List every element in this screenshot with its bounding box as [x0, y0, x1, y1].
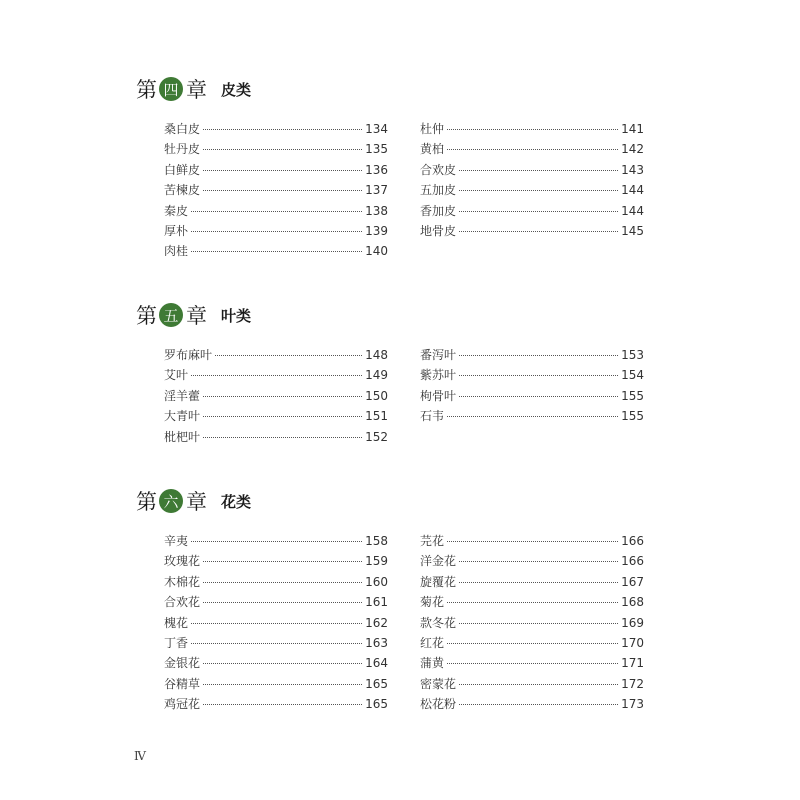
toc-entry-name: 石韦	[420, 409, 445, 424]
toc-entry-name: 紫苏叶	[420, 368, 457, 383]
toc-entry[interactable]	[164, 695, 388, 715]
dot-leader	[459, 704, 618, 705]
toc-entry-name: 香加皮	[420, 203, 457, 218]
chapter-suffix: 章	[186, 304, 207, 328]
toc-entry[interactable]	[164, 407, 388, 427]
chapter-title: 花类	[221, 492, 252, 511]
dot-leader	[447, 602, 618, 603]
toc-entry[interactable]	[420, 181, 644, 201]
toc-entry-page: 159	[365, 554, 388, 569]
toc-entry-page: 145	[621, 223, 644, 238]
dot-leader	[203, 416, 362, 417]
dot-leader	[459, 211, 618, 212]
toc-column-right	[420, 346, 644, 428]
chapter-heading	[136, 74, 251, 104]
toc-entry-name: 艾叶	[164, 368, 189, 383]
toc-entry[interactable]	[164, 366, 388, 386]
toc-entry-name: 金银花	[164, 656, 201, 671]
dot-leader	[447, 663, 618, 664]
toc-column-left	[164, 346, 388, 448]
toc-entry[interactable]	[420, 346, 644, 366]
dot-leader	[191, 541, 362, 542]
toc-entry-name: 款冬花	[420, 615, 457, 630]
toc-entry-page: 143	[621, 162, 644, 177]
toc-entry-page: 148	[365, 348, 388, 362]
toc-entry-page: 142	[621, 142, 644, 157]
dot-leader	[447, 541, 618, 542]
toc-entry[interactable]	[164, 654, 388, 674]
toc-entry-name: 密蒙花	[420, 676, 457, 691]
dot-leader	[191, 251, 362, 252]
toc-entry-name: 番泻叶	[420, 348, 457, 362]
chapter-prefix: 第	[136, 304, 157, 328]
dot-leader	[203, 602, 362, 603]
toc-entry[interactable]	[420, 222, 644, 242]
dot-leader	[459, 190, 618, 191]
toc-column-right	[420, 532, 644, 716]
toc-entry-page: 137	[365, 183, 388, 198]
dot-leader	[191, 643, 362, 644]
toc-entry-page: 150	[365, 388, 388, 403]
toc-entry[interactable]	[164, 428, 388, 448]
toc-column-right	[420, 120, 644, 242]
toc-entry-name: 合欢花	[164, 595, 201, 610]
toc-entry-name: 牡丹皮	[164, 142, 201, 157]
toc-entry[interactable]	[164, 181, 388, 201]
toc-entry-page: 171	[621, 656, 644, 671]
toc-entry[interactable]	[164, 614, 388, 634]
dot-leader	[459, 375, 618, 376]
toc-entry-page: 144	[621, 183, 644, 198]
toc-entry-name: 苦楝皮	[164, 183, 201, 198]
toc-entry[interactable]	[420, 202, 644, 222]
toc-entry[interactable]	[164, 634, 388, 654]
toc-entry-name: 杜仲	[420, 122, 445, 136]
toc-entry[interactable]	[420, 675, 644, 695]
toc-entry-page: 172	[621, 676, 644, 691]
toc-entry-page: 155	[621, 409, 644, 424]
toc-entry-page: 165	[365, 697, 388, 712]
toc-entry-page: 167	[621, 574, 644, 589]
toc-entry-page: 139	[365, 223, 388, 238]
chapter-number-badge: 五	[159, 303, 183, 327]
dot-leader	[191, 623, 362, 624]
toc-entry[interactable]	[164, 552, 388, 572]
toc-entry-name: 黄柏	[420, 142, 445, 157]
dot-leader	[203, 437, 362, 438]
dot-leader	[191, 231, 362, 232]
toc-entry-page: 144	[621, 203, 644, 218]
toc-entry-page: 162	[365, 615, 388, 630]
toc-column-left	[164, 532, 388, 716]
toc-entry[interactable]	[420, 634, 644, 654]
toc-entry-name: 枸骨叶	[420, 388, 457, 403]
toc-entry-name: 合欢皮	[420, 162, 457, 177]
dot-leader	[447, 149, 618, 150]
toc-entry[interactable]	[420, 532, 644, 552]
dot-leader	[203, 663, 362, 664]
toc-entry-page: 151	[365, 409, 388, 424]
dot-leader	[447, 416, 618, 417]
chapter-title: 皮类	[221, 80, 252, 99]
toc-entry-name: 肉桂	[164, 244, 189, 259]
toc-entry[interactable]	[164, 120, 388, 140]
toc-entry-name: 淫羊藿	[164, 388, 201, 403]
toc-entry-name: 蒲黄	[420, 656, 445, 671]
dot-leader	[459, 231, 618, 232]
toc-entry[interactable]	[420, 695, 644, 715]
toc-entry[interactable]	[164, 161, 388, 181]
chapter-prefix: 第	[136, 78, 157, 102]
dot-leader	[459, 355, 618, 356]
toc-entry-name: 洋金花	[420, 554, 457, 569]
toc-entry-name: 玫瑰花	[164, 554, 201, 569]
toc-entry-name: 槐花	[164, 615, 189, 630]
toc-column-left	[164, 120, 388, 263]
toc-entry[interactable]	[420, 407, 644, 427]
toc-entry-page: 154	[621, 368, 644, 383]
dot-leader	[203, 396, 362, 397]
toc-entry[interactable]	[164, 573, 388, 593]
dot-leader	[447, 643, 618, 644]
toc-entry-name: 地骨皮	[420, 223, 457, 238]
toc-entry[interactable]	[164, 532, 388, 552]
dot-leader	[215, 355, 362, 356]
toc-entry-name: 秦皮	[164, 203, 189, 218]
toc-entry[interactable]	[164, 593, 388, 613]
toc-entry-page: 135	[365, 142, 388, 157]
dot-leader	[191, 211, 362, 212]
toc-entry-page: 140	[365, 244, 388, 259]
toc-entry-name: 厚朴	[164, 223, 189, 238]
toc-entry-name: 枇杷叶	[164, 429, 201, 444]
toc-entry-page: 163	[365, 635, 388, 650]
toc-entry-page: 158	[365, 534, 388, 548]
dot-leader	[203, 190, 362, 191]
toc-entry-name: 红花	[420, 635, 445, 650]
toc-entry-page: 169	[621, 615, 644, 630]
dot-leader	[203, 582, 362, 583]
toc-entry-page: 160	[365, 574, 388, 589]
toc-entry-page: 152	[365, 429, 388, 444]
dot-leader	[191, 375, 362, 376]
toc-entry-page: 149	[365, 368, 388, 383]
toc-entry-name: 大青叶	[164, 409, 201, 424]
toc-entry[interactable]	[164, 222, 388, 242]
dot-leader	[459, 396, 618, 397]
toc-entry[interactable]	[164, 387, 388, 407]
dot-leader	[203, 561, 362, 562]
dot-leader	[459, 623, 618, 624]
toc-entry-page: 168	[621, 595, 644, 610]
toc-entry[interactable]	[164, 140, 388, 160]
toc-entry[interactable]	[420, 140, 644, 160]
chapter-number-badge: 四	[159, 77, 183, 101]
toc-entry[interactable]	[420, 161, 644, 181]
toc-entry-name: 菊花	[420, 595, 445, 610]
toc-entry-page: 134	[365, 122, 388, 136]
toc-entry[interactable]	[420, 593, 644, 613]
toc-entry-page: 161	[365, 595, 388, 610]
chapter-suffix: 章	[186, 490, 207, 514]
chapter-number-badge: 六	[159, 489, 183, 513]
dot-leader	[459, 561, 618, 562]
toc-entry-page: 170	[621, 635, 644, 650]
toc-entry[interactable]	[420, 654, 644, 674]
dot-leader	[459, 684, 618, 685]
toc-entry-name: 谷精草	[164, 676, 201, 691]
dot-leader	[447, 129, 618, 130]
chapter-heading	[136, 300, 251, 330]
dot-leader	[459, 582, 618, 583]
toc-entry-name: 旋覆花	[420, 574, 457, 589]
toc-entry-name: 白鲜皮	[164, 162, 201, 177]
toc-entry-name: 木棉花	[164, 574, 201, 589]
toc-entry[interactable]	[420, 120, 644, 140]
toc-entry[interactable]	[420, 387, 644, 407]
toc-entry-page: 164	[365, 656, 388, 671]
chapter-heading	[136, 486, 251, 516]
toc-entry[interactable]	[164, 202, 388, 222]
chapter-prefix: 第	[136, 490, 157, 514]
toc-entry-page: 166	[621, 554, 644, 569]
dot-leader	[203, 129, 362, 130]
toc-entry[interactable]	[420, 573, 644, 593]
toc-entry-page: 166	[621, 534, 644, 548]
dot-leader	[203, 170, 362, 171]
toc-entry-page: 153	[621, 348, 644, 362]
toc-entry[interactable]	[420, 552, 644, 572]
toc-entry-name: 五加皮	[420, 183, 457, 198]
toc-entry[interactable]	[164, 346, 388, 366]
toc-entry-name: 松花粉	[420, 697, 457, 712]
toc-entry[interactable]	[420, 614, 644, 634]
toc-entry-page: 138	[365, 203, 388, 218]
toc-entry-page: 136	[365, 162, 388, 177]
chapter-title: 叶类	[221, 306, 252, 325]
toc-entry[interactable]	[164, 675, 388, 695]
toc-entry-name: 鸡冠花	[164, 697, 201, 712]
dot-leader	[459, 170, 618, 171]
dot-leader	[203, 684, 362, 685]
toc-entry[interactable]	[420, 366, 644, 386]
toc-entry-name: 罗布麻叶	[164, 348, 213, 362]
toc-entry-name: 丁香	[164, 635, 189, 650]
dot-leader	[203, 704, 362, 705]
toc-entry-name: 桑白皮	[164, 122, 201, 136]
toc-entry-page: 165	[365, 676, 388, 691]
dot-leader	[203, 149, 362, 150]
toc-entry-page: 173	[621, 697, 644, 712]
toc-entry-name: 芫花	[420, 534, 445, 548]
toc-entry-page: 141	[621, 122, 644, 136]
toc-entry-page: 155	[621, 388, 644, 403]
page-number: Ⅳ	[134, 749, 146, 763]
toc-entry-name: 辛夷	[164, 534, 189, 548]
toc-entry[interactable]	[164, 242, 388, 262]
chapter-suffix: 章	[186, 78, 207, 102]
